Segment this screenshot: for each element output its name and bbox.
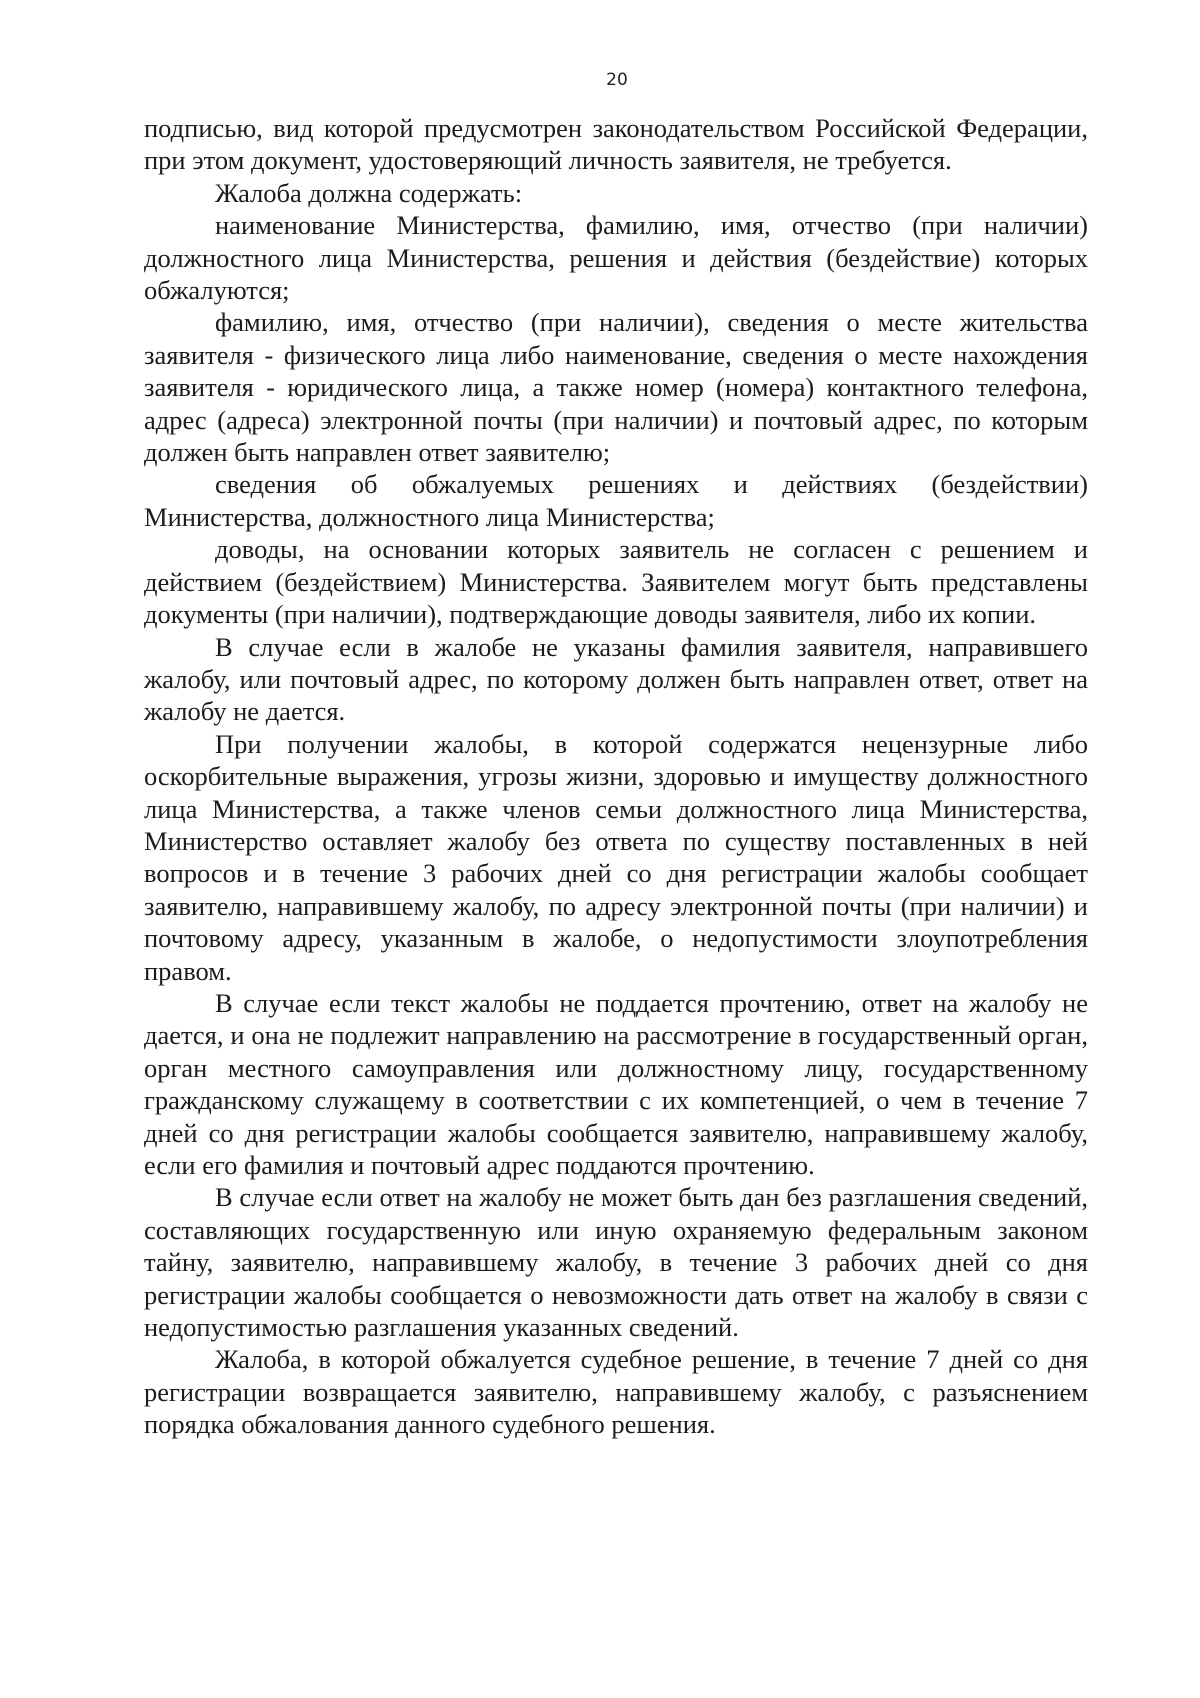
paragraph-requirement-ministry-name: наименование Министерства, фамилию, имя, отчество (при наличии) должностного лица Министерства, решения и действия (бездействие) которых обжалуются; [144, 210, 1088, 306]
paragraph-unreadable-text: В случае если текст жалобы не поддается прочтению, ответ на жалобу не дается, и она не подлежит направлению на рассмотрение в государственный орган, орган местного самоуправления или должностному лицу, государственному гражданскому служащему в соответствии с их компетенцией, о чем в течение 7 дней со дня регистрации жалобы сообщается заявителю, направившему жалобу, если его фамилия и почтовый адрес поддаются прочтению. [144, 987, 1088, 1180]
paragraph-no-name-or-address: В случае если в жалобе не указаны фамилия заявителя, направившего жалобу, или почтовый адрес, по которому должен быть направлен ответ, ответ на жалобу не дается. [144, 631, 1088, 727]
paragraph-requirement-appealed-decisions: сведения об обжалуемых решениях и действиях (бездействии) Министерства, должностного лица Министерства; [144, 469, 1088, 532]
paragraph-continuation: подписью, вид которой предусмотрен законодательством Российской Федерации, при этом документ, удостоверяющий личность заявителя, не требуется. [144, 113, 1088, 176]
page-number: 20 [606, 70, 628, 90]
paragraph-offensive-content: При получении жалобы, в которой содержатся нецензурные либо оскорбительные выражения, угрозы жизни, здоровью и имуществу должностного лица Министерства, а также членов семьи должностного лица Министерства, Министерство оставляет жалобу без ответа по существу поставленных в ней вопросов и в течение 3 рабочих дней со дня регистрации жалобы сообщает заявителю, направившему жалобу, по адресу электронной почты (при наличии) и почтовому адресу, указанным в жалобе, о недопустимости злоупотребления правом. [144, 728, 1088, 986]
paragraph-secret-information: В случае если ответ на жалобу не может быть дан без разглашения сведений, составляющих государственную или иную охраняемую федеральным законом тайну, заявителю, направившему жалобу, в течение 3 рабочих дней со дня регистрации жалобы сообщается о невозможности дать ответ на жалобу в связи с недопустимостью разглашения указанных сведений. [144, 1182, 1088, 1343]
document-body [144, 112, 1088, 1441]
paragraph-requirement-applicant-details: фамилию, имя, отчество (при наличии), сведения о месте жительства заявителя - физического лица либо наименование, сведения о месте нахождения заявителя - юридического лица, а также номер (номера) контактного телефона, адрес (адреса) электронной почты (при наличии) и почтовый адрес, по которым должен быть направлен ответ заявителю; [144, 307, 1088, 468]
paragraph-complaint-requirements-intro: Жалоба должна содержать: [215, 177, 523, 208]
paragraph-requirement-arguments: доводы, на основании которых заявитель не согласен с решением и действием (бездействием) Министерства. Заявителем могут быть представлены документы (при наличии), подтверждающие доводы заявителя, либо их копии. [144, 534, 1088, 630]
paragraph-court-decision: Жалоба, в которой обжалуется судебное решение, в течение 7 дней со дня регистрации возвращается заявителю, направившему жалобу, с разъяснением порядка обжалования данного судебного решения. [144, 1344, 1088, 1440]
